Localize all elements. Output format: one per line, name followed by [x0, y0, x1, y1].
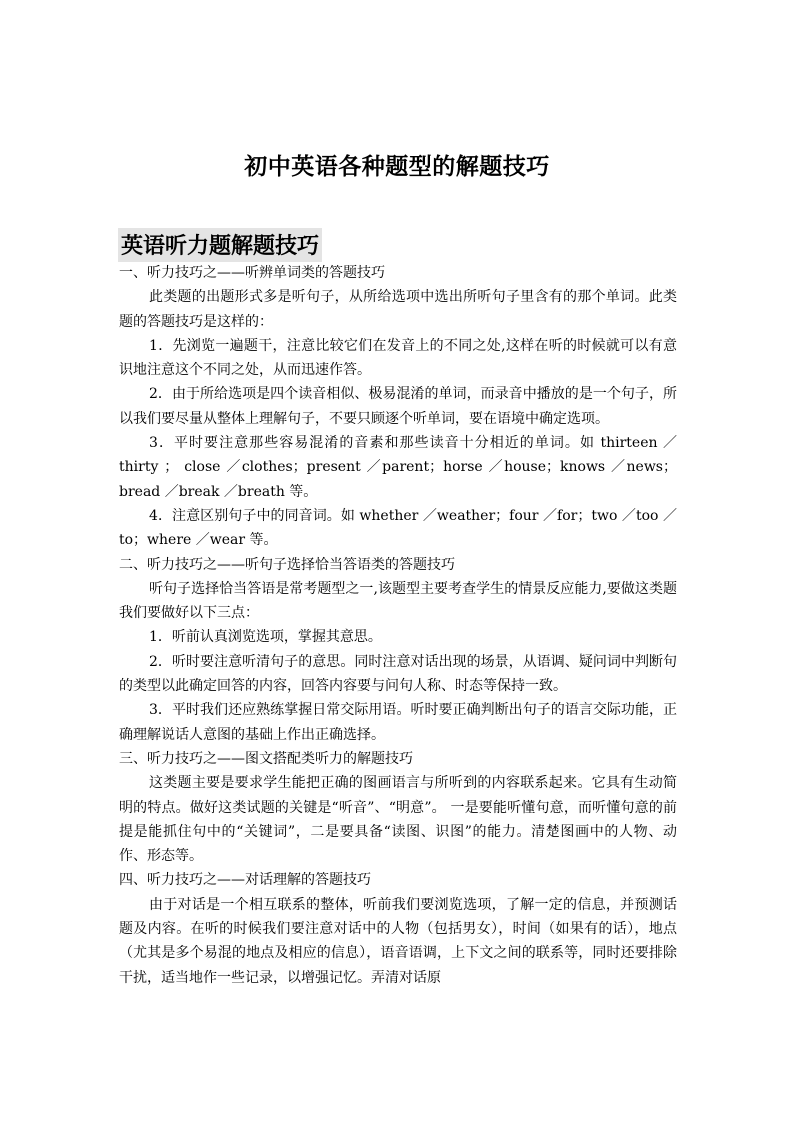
section-heading: 英语听力题解题技巧 — [118, 228, 322, 262]
document-title: 初中英语各种题型的解题技巧 — [244, 154, 550, 180]
subsection-heading: 二、听力技巧之——听句子选择恰当答语类的答题技巧 — [119, 556, 455, 573]
body-paragraph: 由于对话是一个相互联系的整体，听前我们要浏览选项，了解一定的信息，并预测话题及内容。在听的时候我们要注意对话中的人物（包括男女），时间（如果有的话），地点（尤其是多个易混的地点及相应的信息），语音语调，上下文之间的联系等，同时还要排除干扰，适当地作一些记录，以增强记忆。弄清对话原 — [119, 896, 677, 986]
document-body — [119, 261, 677, 990]
body-paragraph: 3．平时要注意那些容易混淆的音素和那些读音十分相近的单词。如 thirteen ／thirty ； close ／clothes；present ／parent；horse ／house；knows ／news；bread ／break ／breath 等。 — [119, 435, 677, 500]
body-paragraph: 2．听时要注意听清句子的意思。同时注意对话出现的场景，从语调、疑问词中判断句的类型以此确定回答的内容，回答内容要与问句人称、时态等保持一致。 — [119, 653, 677, 695]
body-paragraph: 1．先浏览一遍题干，注意比较它们在发音上的不同之处,这样在听的时候就可以有意识地注意这个不同之处，从而迅速作答。 — [119, 337, 677, 379]
body-paragraph: 2．由于所给选项是四个读音相似、极易混淆的单词，而录音中播放的是一个句子，所以我们要尽量从整体上理解句子，不要只顾逐个听单词，要在语境中确定选项。 — [119, 386, 677, 427]
body-paragraph: 听句子选择恰当答语是常考题型之一,该题型主要考查学生的情景反应能力,要做这类题我们要做好以下三点： — [119, 580, 677, 622]
body-paragraph: 这类题主要是要求学生能把正确的图画语言与所听到的内容联系起来。它具有生动简明的特点。做好这类试题的关键是“听音”、“明意”。 一是要能听懂句意，而听懂句意的前提是能抓住句中的“关键词”，二是要具备“读图、识图”的能力。清楚图画中的人物、动作、形态等。 — [119, 775, 677, 865]
body-paragraph: 3．平时我们还应熟练掌握日常交际用语。听时要正确判断出句子的语言交际功能，正确理解说话人意图的基础上作出正确选择。 — [119, 702, 677, 743]
subsection-heading: 三、听力技巧之——图文搭配类听力的解题技巧 — [119, 750, 413, 767]
body-paragraph: 1．听前认真浏览选项，掌握其意思。 — [149, 629, 382, 646]
body-paragraph: 此类题的出题形式多是听句子，从所给选项中选出所听句子里含有的那个单词。此类题的答题技巧是这样的： — [119, 289, 677, 330]
body-paragraph: 4．注意区别句子中的同音词。如 whether ／weather；four ／for；two ／too ／to；where ／wear 等。 — [119, 507, 677, 549]
subsection-heading: 四、听力技巧之——对话理解的答题技巧 — [119, 872, 371, 889]
subsection-heading: 一、听力技巧之——听辨单词类的答题技巧 — [119, 265, 385, 281]
